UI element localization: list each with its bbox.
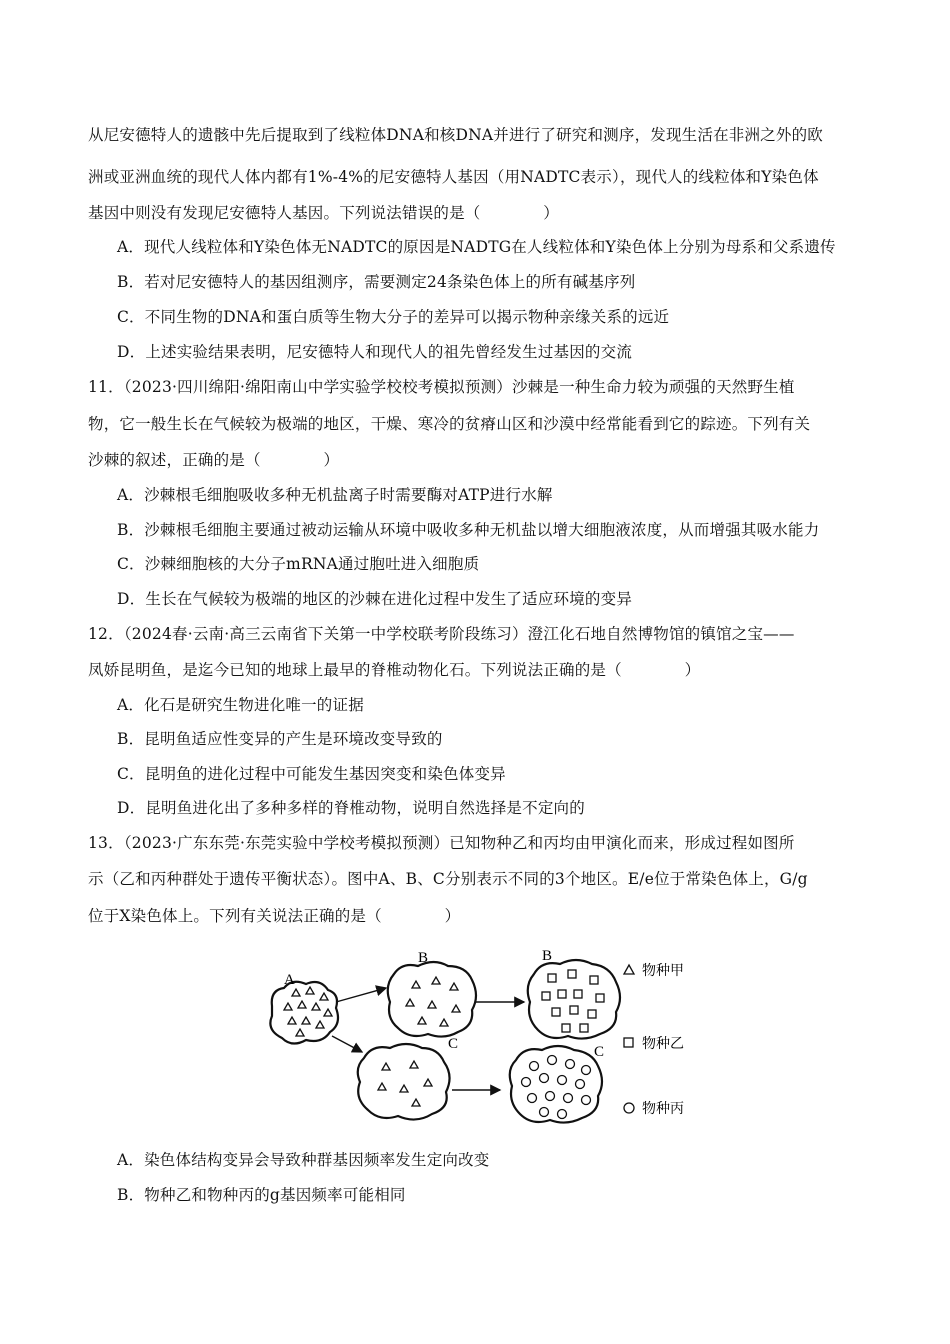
- species-yi-group: [542, 970, 604, 1032]
- legend-square-icon: [624, 1038, 633, 1047]
- region-a-blob: [270, 982, 338, 1044]
- intro-line-1: 从尼安德特人的遗骸中先后提取到了线粒体DNA和核DNA并进行了研究和测序，发现生活在非洲之外的欧: [88, 126, 823, 144]
- region-a-label: A: [284, 972, 295, 988]
- legend-jia-label: 物种甲: [642, 963, 684, 979]
- q12-option-a: A．化石是研究生物进化唯一的证据: [117, 696, 364, 714]
- intro-line-3: 基因中则没有发现尼安德特人基因。下列说法错误的是（ ）: [88, 204, 560, 222]
- q11-option-d: D．生长在气候较为极端的地区的沙棘在进化过程中发生了适应环境的变异: [117, 590, 633, 608]
- legend: [624, 962, 684, 1117]
- region-c-label-2: C: [594, 1044, 605, 1060]
- legend-bing-label: 物种丙: [642, 1101, 684, 1117]
- q11-option-a: A．沙棘根毛细胞吸收多种无机盐离子时需要酶对ATP进行水解: [117, 486, 553, 504]
- q11-option-c: C．沙棘细胞核的大分子mRNA通过胞吐进入细胞质: [117, 555, 480, 573]
- q12-line-2: 凤娇昆明鱼，是迄今已知的地球上最早的脊椎动物化石。下列说法正确的是（ ）: [88, 661, 701, 679]
- intro-option-a: A．现代人线粒体和Y染色体无NADTC的原因是NADTG在人线粒体和Y染色体上分别为母系和父系遗传: [117, 238, 836, 256]
- species-bing-group: [522, 1056, 591, 1119]
- q12-option-c: C．昆明鱼的进化过程中可能发生基因突变和染色体变异: [117, 765, 506, 783]
- arrow-a-to-c: [332, 1036, 362, 1052]
- intro-line-2: 洲或亚洲血统的现代人体内都有1%-4%的尼安德特人基因（用NADTC表示），现代人的线粒体和Y染色体: [88, 168, 819, 186]
- intro-option-c: C．不同生物的DNA和蛋白质等生物大分子的差异可以揭示物种亲缘关系的远近: [117, 308, 670, 326]
- region-b-label-2: B: [542, 948, 553, 964]
- q13-line-3: 位于X染色体上。下列有关说法正确的是（ ）: [88, 907, 461, 925]
- species-jia-group-a: [284, 987, 332, 1036]
- q11-line-1: 11．（2023·四川绵阳·绵阳南山中学实验学校校考模拟预测）沙棘是一种生命力较为顽强的天然野生植: [88, 378, 795, 396]
- arrow-a-to-b: [336, 988, 386, 1002]
- q12-option-b: B．昆明鱼适应性变异的产生是环境改变导致的: [117, 730, 443, 748]
- region-b-label-1: B: [418, 950, 429, 966]
- intro-option-d: D．上述实验结果表明，尼安德特人和现代人的祖先曾经发生过基因的交流: [117, 343, 633, 361]
- region-b-blob: [388, 962, 476, 1037]
- legend-yi-label: 物种乙: [642, 1036, 684, 1052]
- species-jia-group-c: [378, 1061, 432, 1106]
- q11-line-3: 沙棘的叙述，正确的是（ ）: [88, 451, 340, 469]
- q11-line-2: 物，它一般生长在气候较为极端的地区，干燥、寒冷的贫瘠山区和沙漠中经常能看到它的踪迹。下列有关: [88, 415, 811, 433]
- q12-option-d: D．昆明鱼进化出了多种多样的脊椎动物，说明自然选择是不定向的: [117, 799, 585, 817]
- region-c-label-1: C: [448, 1036, 459, 1052]
- q11-option-b: B．沙棘根毛细胞主要通过被动运输从环境中吸收多种无机盐以增大细胞液浓度，从而增强其吸水能力: [117, 521, 820, 539]
- intro-option-b: B．若对尼安德特人的基因组测序，需要测定24条染色体上的所有碱基序列: [117, 273, 636, 291]
- q12-line-1: 12．（2024春·云南·高三云南省下关第一中学校联考阶段练习）澄江化石地自然博物馆的镇馆之宝——: [88, 625, 795, 643]
- species-jia-group-b: [406, 977, 460, 1026]
- q13-line-2: 示（乙和丙种群处于遗传平衡状态）。图中A、B、C分别表示不同的3个地区。E/e位于常染色体上，G/g: [88, 870, 808, 888]
- q13-option-a: A．染色体结构变异会导致种群基因频率发生定向改变: [117, 1151, 490, 1169]
- q13-option-b: B．物种乙和物种丙的g基因频率可能相同: [117, 1186, 406, 1204]
- legend-circle-icon: [624, 1103, 634, 1113]
- region-c-blob: [358, 1044, 450, 1120]
- speciation-diagram: [262, 944, 702, 1134]
- legend-triangle-icon: [624, 965, 634, 974]
- q13-line-1: 13．（2023·广东东莞·东莞实验中学校考模拟预测）已知物种乙和丙均由甲演化而来，形成过程如图所: [88, 834, 795, 852]
